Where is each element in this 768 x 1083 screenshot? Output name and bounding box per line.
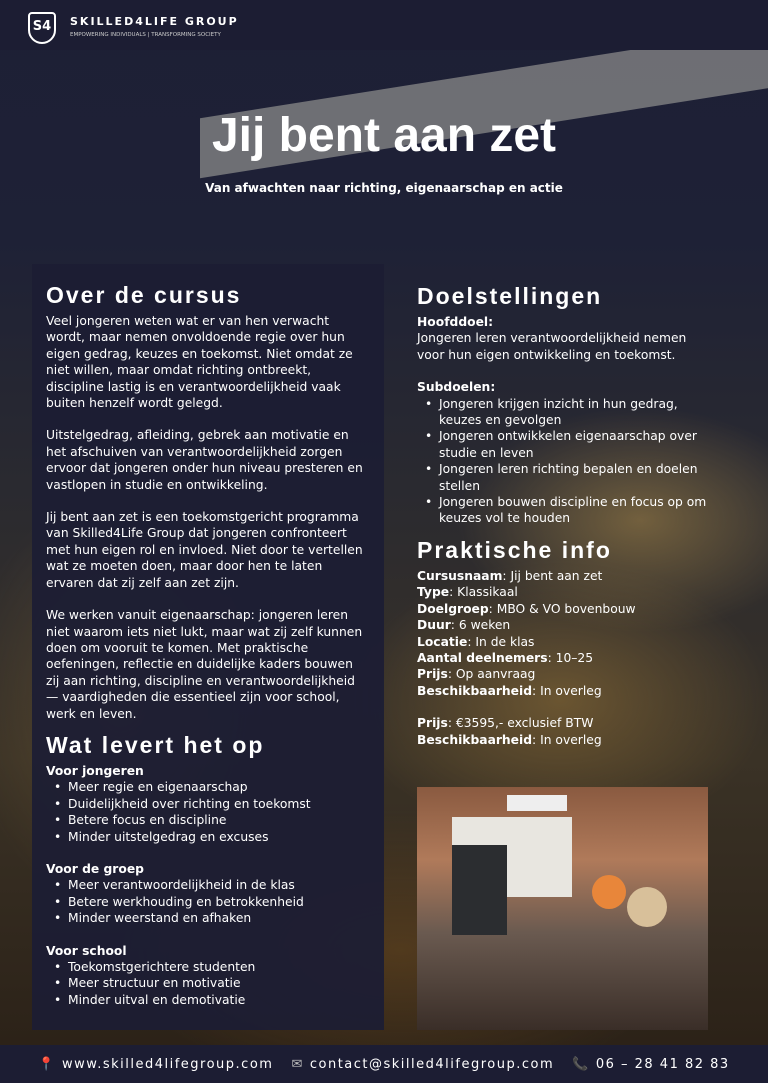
group-title: Voor jongeren	[46, 763, 144, 778]
info-label: Cursusnaam	[417, 568, 503, 583]
benefit-list	[46, 959, 370, 1008]
list-item: • Minder uitstelgedrag en excuses	[46, 829, 370, 845]
footer	[0, 1045, 768, 1083]
info-row	[417, 617, 717, 633]
mail-icon: ✉	[291, 1056, 304, 1072]
info-label: Aantal deelnemers	[417, 650, 548, 665]
list-item: • Duidelijkheid over richting en toekomst	[46, 796, 370, 812]
info-value: : In overleg	[532, 683, 602, 698]
page-title: Jij bent aan zet	[211, 109, 557, 162]
sub-goals-label: Subdoelen:	[417, 380, 496, 395]
info-label: Locatie	[417, 634, 468, 649]
info-value: : MBO & VO bovenbouw	[488, 601, 636, 616]
goals-heading: Doelstellingen	[417, 283, 603, 309]
info-value: : Klassikaal	[449, 585, 518, 600]
page-subtitle: Van afwachten naar richting, eigenaarschap en actie	[205, 181, 563, 195]
about-paragraph: Uitstelgedrag, afleiding, gebrek aan motivatie en het afschuiven van verantwoordelijkheid zorgen ervoor dat jongeren onder hun niveau presteren en vastlopen in studie en ontwikkeling.	[46, 428, 363, 492]
list-item: • Jongeren krijgen inzicht in hun gedrag, keuzes en gevolgen	[417, 396, 717, 429]
info-label: Doelgroep	[417, 601, 489, 616]
info-value: : In overleg	[532, 732, 602, 747]
info-row	[417, 732, 717, 748]
sub-goals-list	[417, 396, 717, 527]
about-paragraph: We werken vanuit eigenaarschap: jongeren leren niet waarom iets niet lukt, maar wat zij zelf kunnen doen om vooruit te komen. Met praktische oefeningen, reflectie en duidelijke kaders bouwen zij aan richting, discipline en verantwoordelijkheid — vaardigheden die essentieel zijn voor school, werk en leven.	[46, 608, 363, 721]
group-title: Voor school	[46, 943, 127, 958]
left-panel	[32, 264, 384, 1030]
about-paragraph: Jij bent aan zet is een toekomstgericht programma van Skilled4Life Group dat jongeren confronteert met hun eigen rol en invloed. Niet door te vertellen wat ze moeten doen, maar door hen te laten ervaren dat zij zelf aan zet zijn.	[46, 510, 363, 590]
main-goal-text: Jongeren leren verantwoordelijkheid nemen voor hun eigen ontwikkeling en toekomst.	[417, 331, 687, 362]
list-item: • Jongeren leren richting bepalen en doelen stellen	[417, 461, 717, 494]
email-link[interactable]: ✉ contact@skilled4lifegroup.com	[291, 1056, 555, 1072]
info-row	[417, 715, 717, 731]
list-item: • Jongeren bouwen discipline en focus op om keuzes vol te houden	[417, 494, 717, 527]
list-item: • Meer verantwoordelijkheid in de klas	[46, 877, 370, 893]
info-label: Beschikbaarheid	[417, 683, 533, 698]
group-title: Voor de groep	[46, 861, 144, 876]
website-link[interactable]: 📍 www.skilled4lifegroup.com	[38, 1056, 274, 1072]
info-row	[417, 666, 717, 682]
classroom-photo	[417, 787, 708, 1030]
info-heading: Praktische info	[417, 536, 612, 563]
brand-name: SKILLED4LIFE GROUP	[70, 15, 239, 28]
info-row	[417, 601, 717, 617]
list-item: • Meer structuur en motivatie	[46, 975, 370, 991]
info-value: : Op aanvraag	[447, 667, 536, 682]
info-label: Prijs	[417, 716, 448, 731]
list-item: • Jongeren ontwikkelen eigenaarschap over studie en leven	[417, 428, 717, 461]
location-pin-icon: 📍	[38, 1056, 56, 1072]
main-goal-label: Hoofddoel:	[417, 315, 494, 329]
list-item: • Toekomstgerichtere studenten	[46, 959, 370, 975]
info-row	[417, 568, 717, 584]
info-value: : In de klas	[467, 634, 535, 649]
info-value: : 6 weken	[450, 618, 511, 633]
benefits-heading: Wat levert het op	[46, 731, 265, 758]
info-value: : 10–25	[547, 650, 594, 665]
list-item: • Betere focus en discipline	[46, 812, 370, 828]
list-item: • Minder uitval en demotivatie	[46, 992, 370, 1008]
list-item: • Meer regie en eigenaarschap	[46, 779, 370, 795]
brand-tagline: EMPOWERING INDIVIDUALS | TRANSFORMING SOCIETY	[70, 32, 221, 38]
info-label: Beschikbaarheid	[417, 732, 533, 747]
info-label: Duur	[417, 618, 451, 633]
right-column	[417, 283, 717, 748]
phone-link[interactable]: 📞 06 – 28 41 82 83	[572, 1056, 730, 1072]
phone-icon: 📞	[572, 1056, 590, 1072]
info-value: : Jij bent aan zet	[502, 568, 603, 583]
info-value: : €3595,- exclusief BTW	[447, 716, 594, 731]
list-item: • Minder weerstand en afhaken	[46, 910, 370, 926]
benefit-list	[46, 779, 370, 845]
about-paragraph: Veel jongeren weten wat er van hen verwacht wordt, maar nemen onvoldoende regie over hun eigen gedrag, keuzes en toekomst. Niet omdat ze niet willen, maar omdat richting ontbreekt, discipline lastig is en verantwoordelijkheid vaak buiten henzelf wordt gelegd.	[46, 314, 353, 411]
list-item: • Betere werkhouding en betrokkenheid	[46, 894, 370, 910]
info-row	[417, 683, 717, 699]
logo-shield-icon: S4	[28, 12, 56, 44]
info-row	[417, 584, 717, 600]
info-list	[417, 568, 717, 748]
info-row	[417, 650, 717, 666]
info-row	[417, 634, 717, 650]
info-label: Type	[417, 585, 450, 600]
info-label: Prijs	[417, 667, 448, 682]
about-heading: Over de cursus	[46, 282, 242, 308]
benefit-list	[46, 877, 370, 926]
